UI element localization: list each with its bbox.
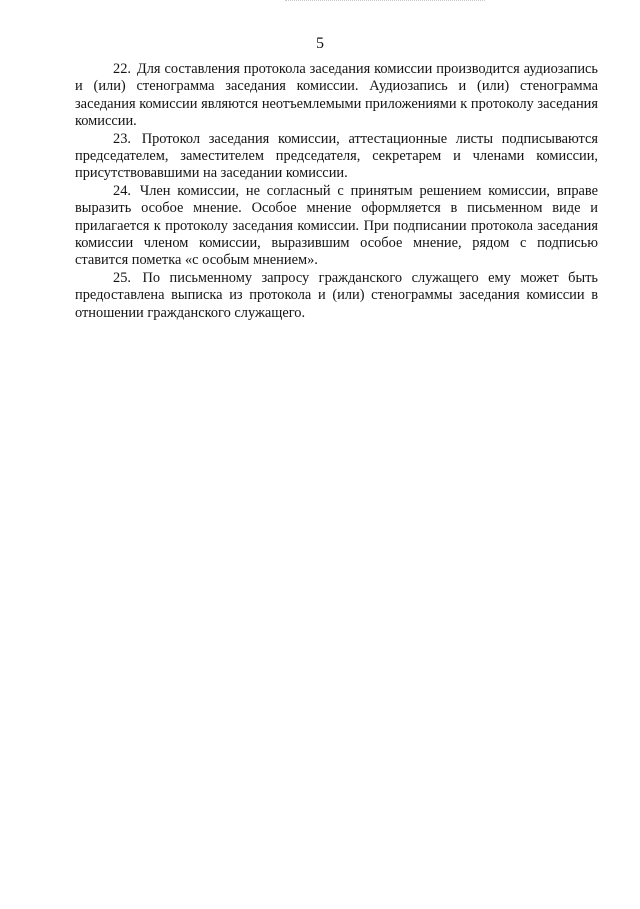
paragraph-number: 25. [113,269,131,286]
paragraph-22 [75,61,598,131]
document-body [75,61,598,322]
page-number: 5 [316,35,324,52]
paragraph-number: 24. [113,182,131,199]
paragraph-25 [75,270,598,322]
paragraph-number: 23. [113,130,131,147]
scan-artifact-line [285,0,485,3]
paragraph-number: 22. [113,61,131,77]
paragraph-24 [75,183,598,270]
paragraph-text: Член комиссии, не согласный с принятым решением комиссии, вправе выразить особое мнение. Особое мнение оформляется в письменном виде и прилагается к протоколу заседания комиссии. При подписании протокола заседания комиссии членом комиссии, выразившим особое мнение, рядом с подписью ставится пометка «с особым мнением». [75,182,598,269]
paragraph-text: По письменному запросу гражданского служащего ему может быть предоставлена выписка из протокола и (или) стенограммы заседания комиссии в отношении гражданского служащего. [75,269,598,321]
paragraph-text: Протокол заседания комиссии, аттестационные листы подписываются председателем, заместителем председателя, секретарем и членами комиссии, присутствовавшими на заседании комиссии. [75,130,598,182]
paragraph-23 [75,131,598,183]
paragraph-text: Для составления протокола заседания комиссии производится аудиозапись и (или) стенограмма заседания комиссии. Аудиозапись и (или) стенограмма заседания комиссии являются неотъемлемыми приложениями к протоколу заседания комиссии. [75,61,598,130]
